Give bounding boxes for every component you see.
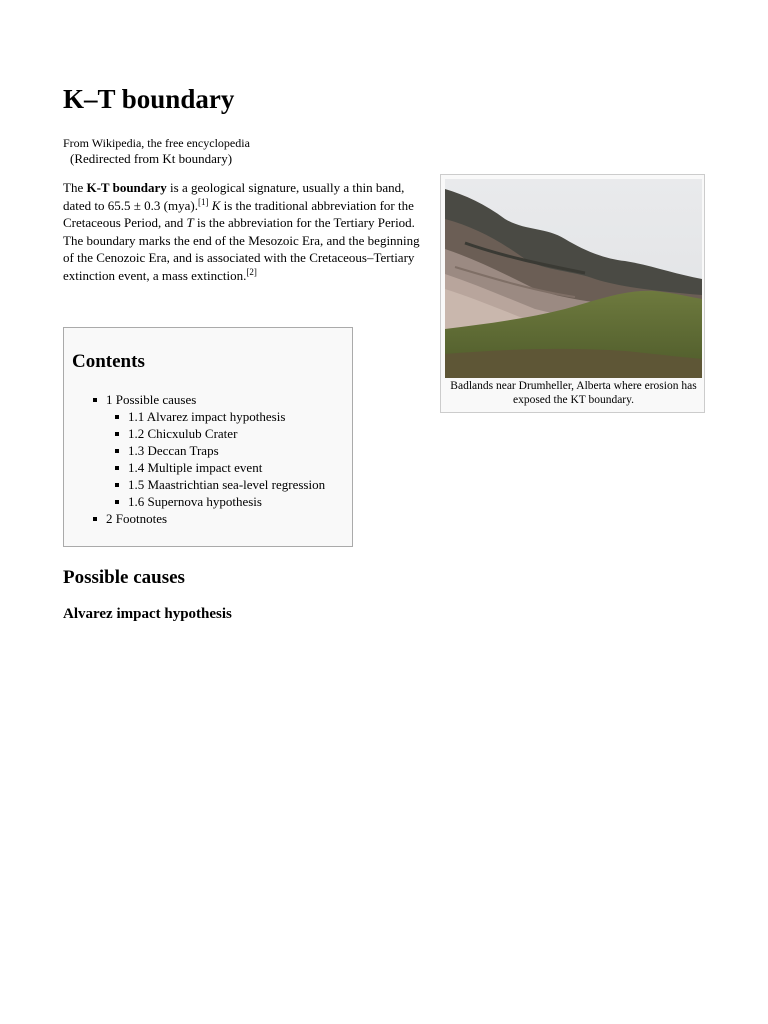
toc-item-label: 1.3 Deccan Traps (128, 443, 219, 458)
bullet-icon (115, 500, 119, 504)
toc-item-multiple-impact[interactable] (115, 459, 325, 476)
toc-item-alvarez[interactable] (115, 408, 325, 425)
intro-t-letter: T (186, 215, 194, 231)
toc-item-label: 1.4 Multiple impact event (128, 460, 263, 475)
toc-item-label: 2 Footnotes (106, 511, 168, 526)
figure-caption: Badlands near Drumheller, Alberta where erosion has exposed the KT boundary. (450, 380, 697, 406)
reference-link-1[interactable]: [1] (197, 196, 209, 207)
toc-item-label: 1.5 Maastrichtian sea-level regression (128, 477, 326, 492)
site-subtitle: From Wikipedia, the free encyclopedia (63, 136, 250, 150)
subsection-heading-alvarez: Alvarez impact hypothesis (63, 606, 232, 622)
toc-list (93, 391, 325, 527)
toc-item-label: 1 Possible causes (106, 392, 197, 407)
bullet-icon (115, 432, 119, 436)
intro-k-letter: K (211, 197, 221, 213)
toc-item-label: 1.1 Alvarez impact hypothesis (128, 409, 286, 424)
toc-item-supernova[interactable] (115, 493, 325, 510)
intro-term: K-T boundary (86, 180, 167, 195)
bullet-icon (115, 415, 119, 419)
intro-text: is the abbreviation for the Tertiary Period. The boundary marks the end of the Mesozoic Era, and the beginning of the Cenozoic Era, and is associated with the Cretaceous–Tertiary extinction event, a mass extinction. (63, 215, 420, 283)
thumbnail-figure (440, 174, 705, 413)
redirect-note[interactable]: (Redirected from Kt boundary) (70, 151, 233, 166)
intro-text: is the traditional abbreviation for the Cretaceous Period, and (63, 197, 414, 231)
intro-paragraph (63, 179, 423, 285)
toc-title: Contents (72, 351, 145, 372)
toc-item-maastrichtian[interactable] (115, 476, 325, 493)
bullet-icon (115, 483, 119, 487)
toc-item-chicxulub[interactable] (115, 425, 325, 442)
intro-text: The (63, 180, 87, 195)
bullet-icon (115, 449, 119, 453)
toc-item-possible-causes[interactable] (93, 391, 325, 408)
bullet-icon (93, 517, 97, 521)
reference-link-2[interactable]: [2] (246, 266, 257, 277)
badlands-photo-image (445, 179, 702, 378)
bullet-icon (115, 466, 119, 470)
bullet-icon (93, 398, 97, 402)
toc-item-label: 1.2 Chicxulub Crater (128, 426, 238, 441)
badlands-photo[interactable] (445, 179, 702, 378)
section-heading-possible-causes: Possible causes (63, 567, 185, 588)
table-of-contents (63, 327, 353, 547)
page-title: K–T boundary (63, 84, 235, 114)
toc-item-footnotes[interactable] (93, 510, 325, 527)
toc-item-label: 1.6 Supernova hypothesis (128, 494, 262, 509)
toc-item-deccan[interactable] (115, 442, 325, 459)
intro-text: is a geological signature, usually a thin band, dated to 65.5 ± 0.3 (mya). (63, 180, 405, 213)
